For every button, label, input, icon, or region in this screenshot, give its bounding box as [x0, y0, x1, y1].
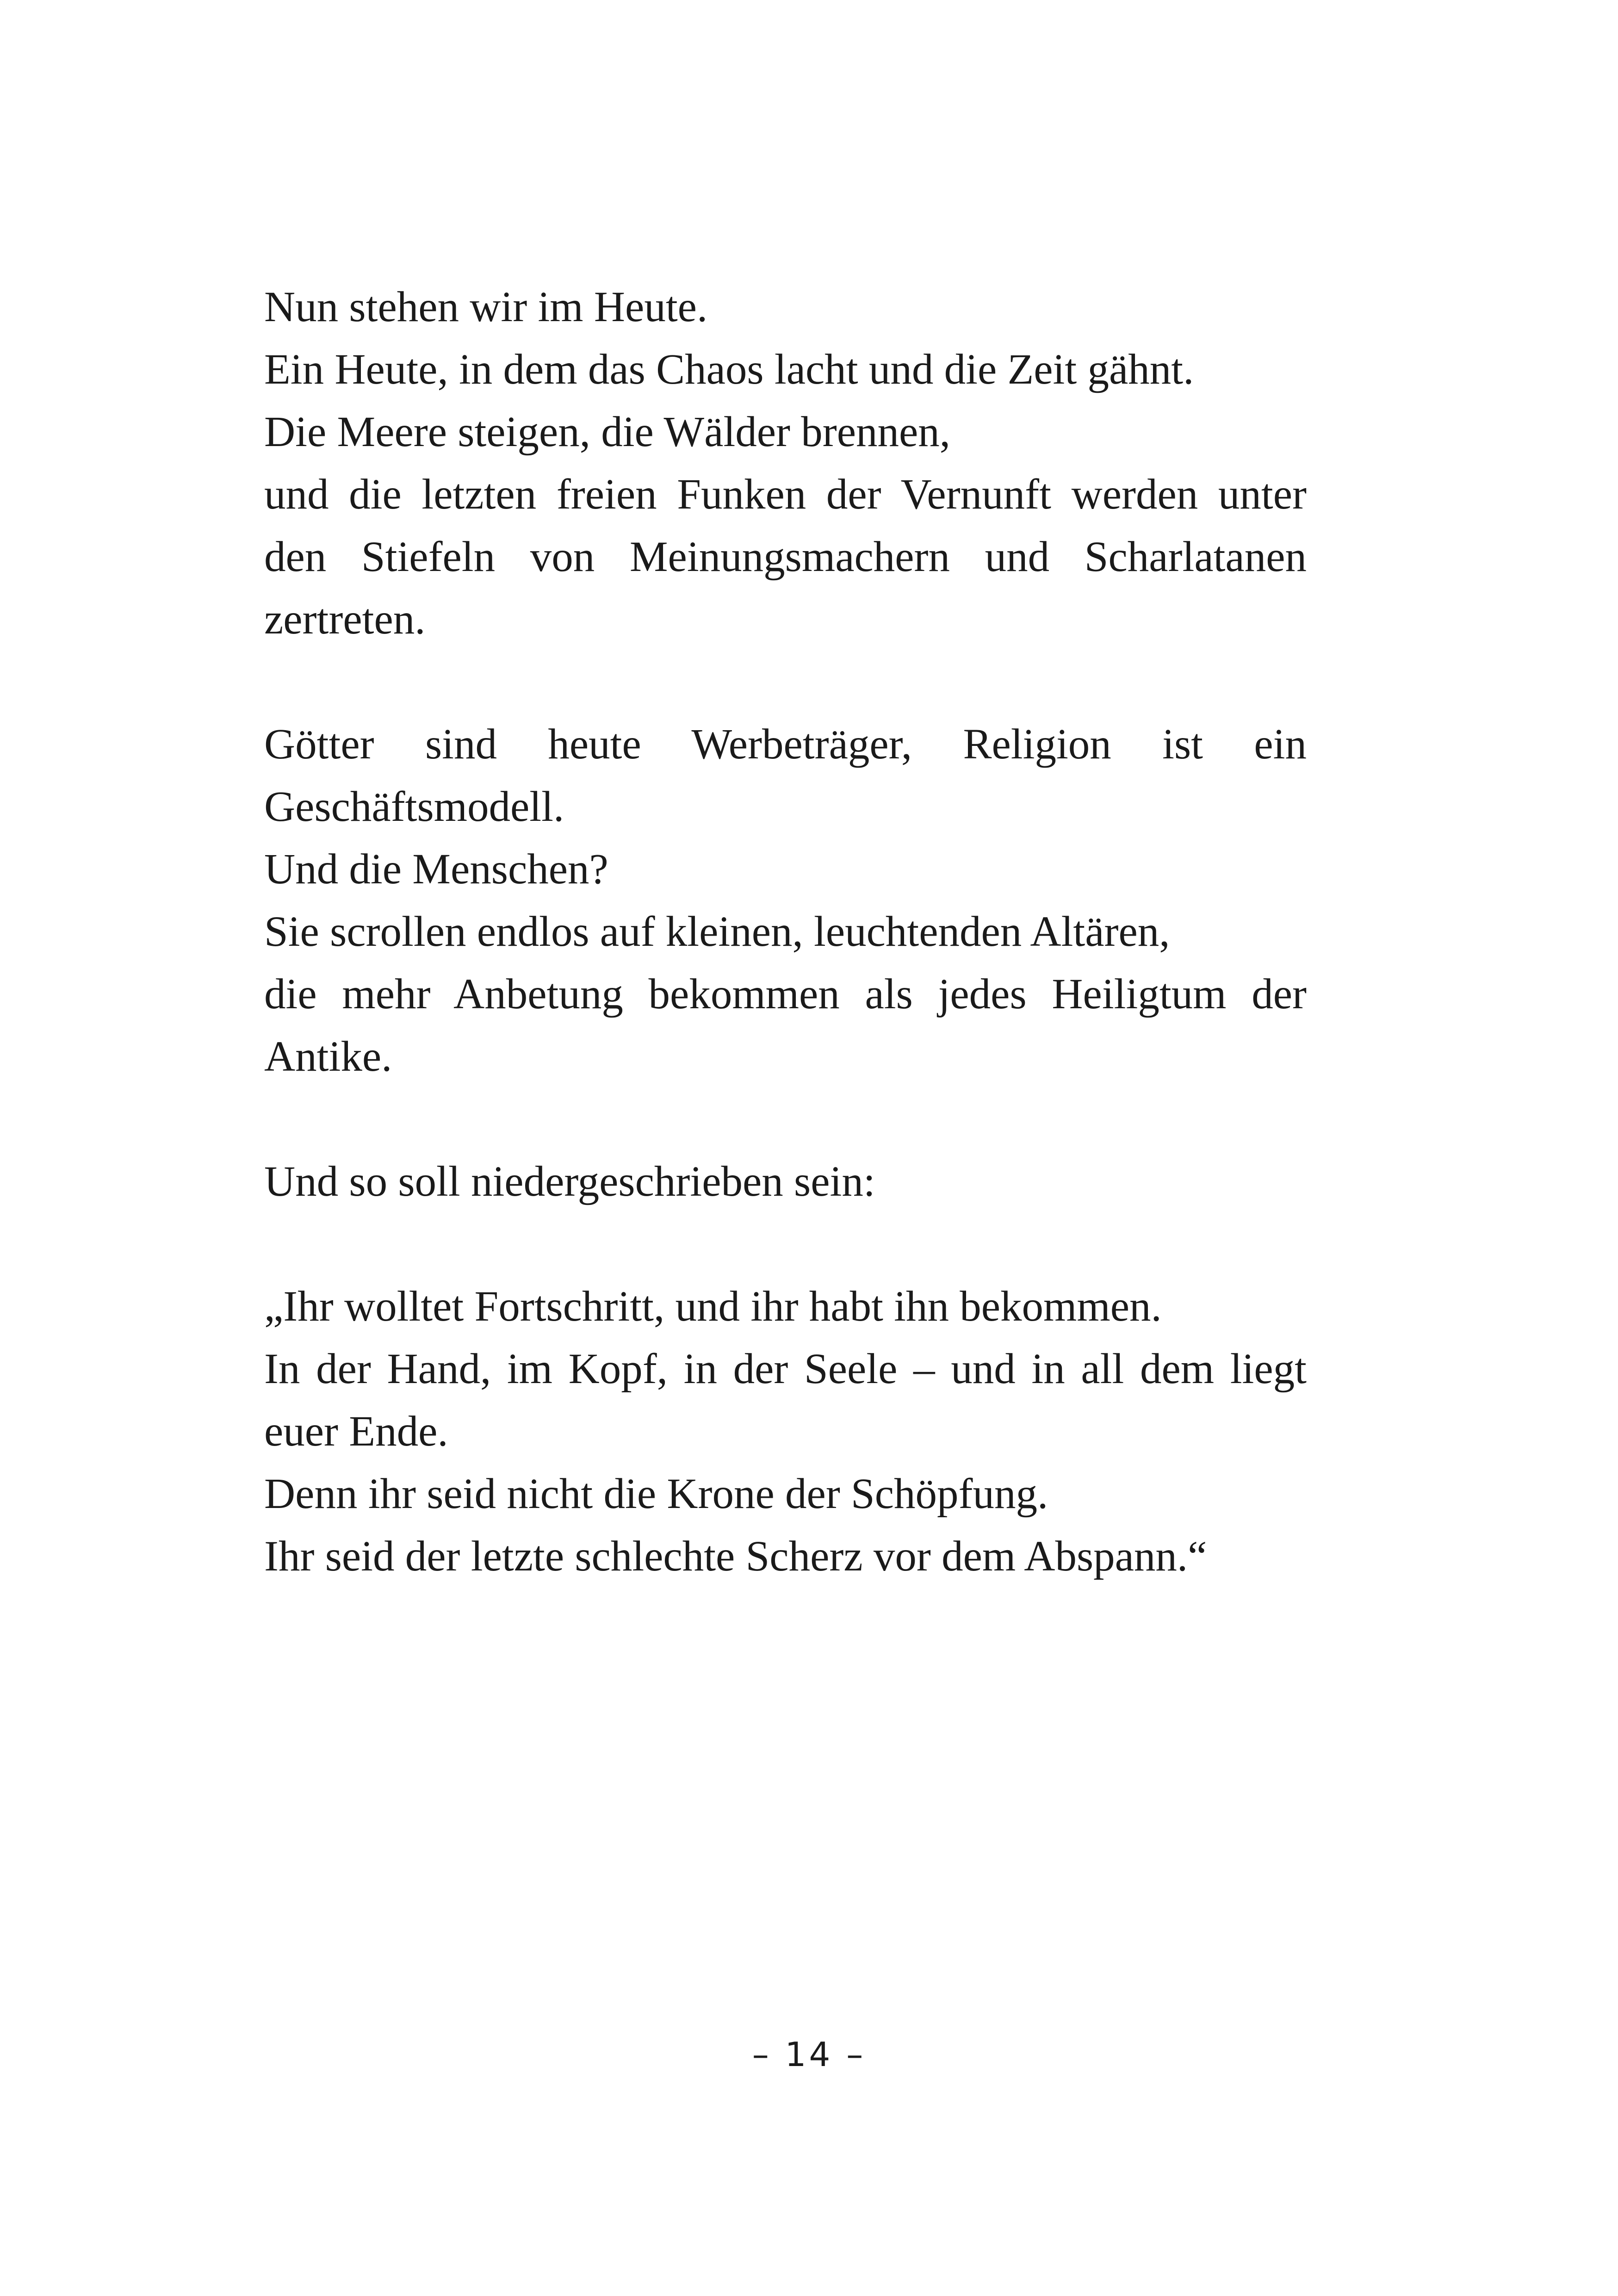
text-line: Ihr seid der letzte schlechte Scherz vor dem Abspann.“	[264, 1533, 1207, 1580]
text-line: Die Meere steigen, die Wälder brennen,	[264, 408, 951, 456]
text-line: „Ihr wolltet Fortschritt, und ihr habt ihn bekommen.	[264, 1283, 1162, 1330]
text-line: In der Hand, im Kopf, in der Seele – und in all dem liegt	[264, 1345, 1307, 1393]
body-text	[264, 276, 1307, 1588]
text-line: Und die Menschen?	[264, 845, 608, 893]
text-line: Und so soll niedergeschrieben sein:	[264, 1158, 875, 1205]
text-line: Denn ihr seid nicht die Krone der Schöpfung.	[264, 1470, 1048, 1518]
text-line: Antike.	[264, 1033, 392, 1080]
paragraph	[264, 1150, 1307, 1213]
paragraph	[264, 276, 1307, 651]
text-line: Geschäftsmodell.	[264, 783, 564, 831]
text-line: den Stiefeln von Meinungsmachern und Scharlatanen	[264, 533, 1307, 581]
text-line: zertreten.	[264, 596, 426, 643]
text-line: Götter sind heute Werbeträger, Religion ist ein	[264, 720, 1307, 768]
text-line: Nun stehen wir im Heute.	[264, 283, 708, 331]
text-line: euer Ende.	[264, 1408, 448, 1455]
paragraph	[264, 713, 1307, 1088]
text-line: Sie scrollen endlos auf kleinen, leuchtenden Altären,	[264, 908, 1170, 956]
text-line: Ein Heute, in dem das Chaos lacht und die Zeit gähnt.	[264, 346, 1194, 393]
text-line: und die letzten freien Funken der Vernunft werden unter	[264, 471, 1307, 518]
paragraph	[264, 1275, 1307, 1588]
text-line: die mehr Anbetung bekommen als jedes Heiligtum der	[264, 970, 1307, 1018]
page-number: – 14 –	[752, 2035, 866, 2074]
